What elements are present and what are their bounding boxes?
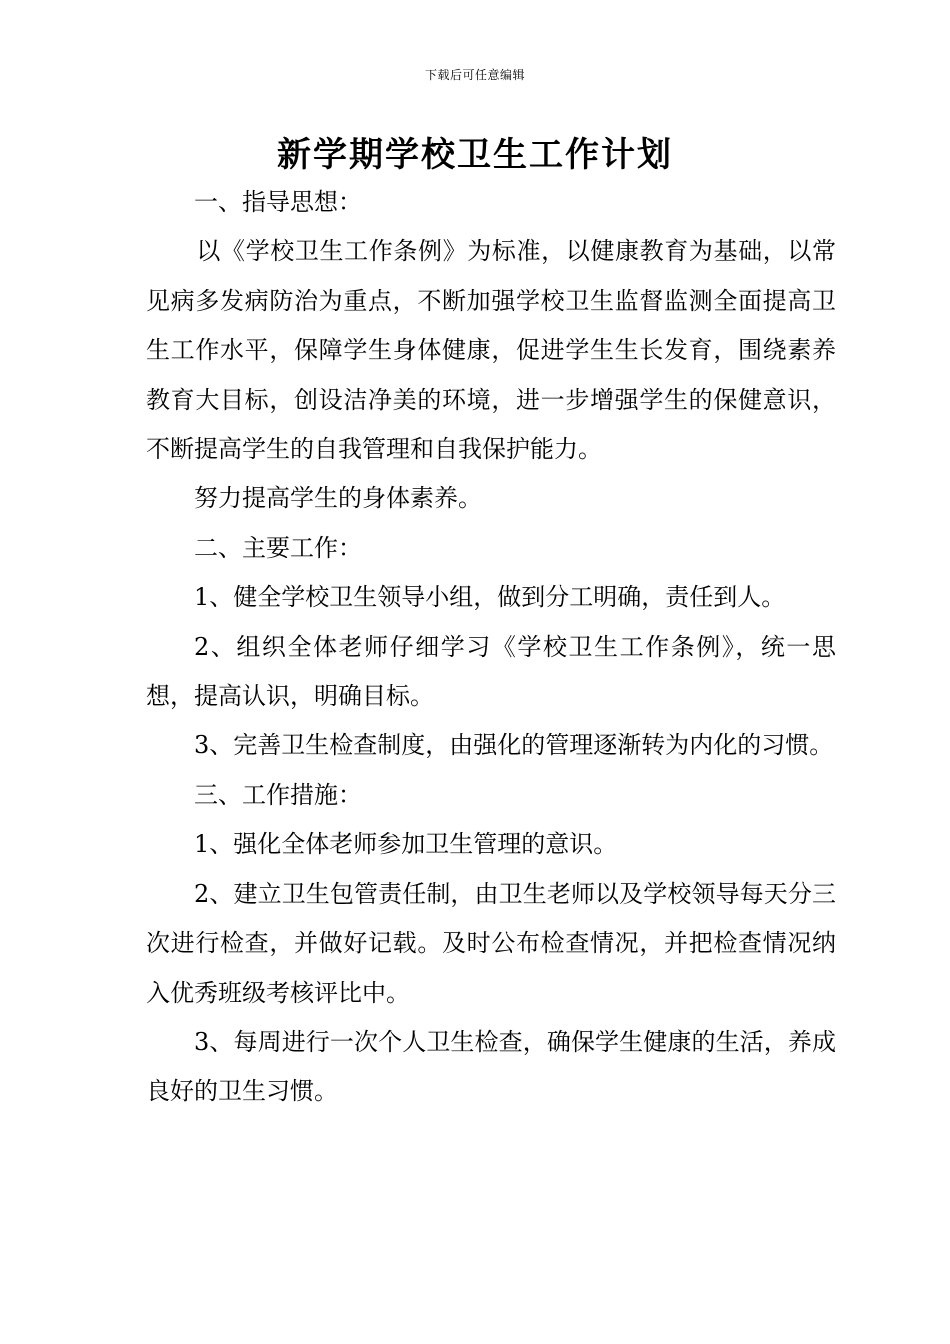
section-heading-measures: 三、工作措施： <box>194 780 362 809</box>
section-heading-main-work: 二、主要工作： <box>194 533 362 562</box>
paragraph-main-work-2: 2、组织全体老师仔细学习《学校卫生工作条例》，统一思想，提高认识，明确目标。 <box>146 632 836 711</box>
document-title: 新学期学校卫生工作计划 <box>277 135 673 175</box>
paragraph-measures-1: 1、强化全体老师参加卫生管理的意识。 <box>194 830 618 859</box>
document-body <box>146 178 836 1117</box>
paragraph-measures-3: 3、每周进行一次个人卫生检查，确保学生健康的生活，养成良好的卫生习惯。 <box>146 1027 836 1106</box>
paragraph-guiding-thought: 以《学校卫生工作条例》为标准，以健康教育为基础，以常见病多发病防治为重点，不断加强学校卫生监督监测全面提高卫生工作水平，保障学生身体健康，促进学生生长发育，围绕素养教育大目标，创设洁净美的环境，进一步增强学生的保健意识，不断提高学生的自我管理和自我保护能力。 <box>146 237 836 464</box>
paragraph-main-work-3: 3、完善卫生检查制度，由强化的管理逐渐转为内化的习惯。 <box>194 731 834 760</box>
section-heading-guiding-thought: 一、指导思想： <box>194 188 362 216</box>
paragraph-main-work-1: 1、健全学校卫生领导小组，做到分工明确，责任到人。 <box>194 583 786 612</box>
paragraph-measures-2: 2、建立卫生包管责任制，由卫生老师以及学校领导每天分三次进行检查，并做好记载。及时公布检查情况，并把检查情况纳入优秀班级考核评比中。 <box>146 879 836 1007</box>
paragraph-improve-quality: 努力提高学生的身体素养。 <box>194 484 482 513</box>
header-note: 下载后可任意编辑 <box>424 68 525 82</box>
